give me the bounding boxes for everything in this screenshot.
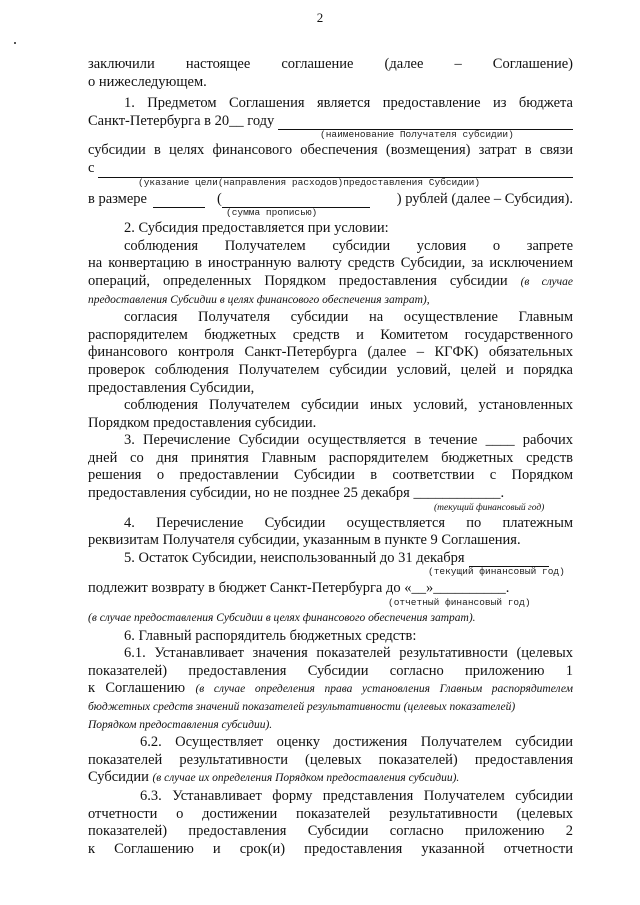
clause-63-line-4: к Соглашению и срок(и) предоставления указанной отчетности <box>88 840 573 857</box>
note-reporting-year: (отчетный финансовый год) <box>388 597 531 609</box>
note-current-year-2: (текущий финансовый год) <box>428 566 565 578</box>
clause-63-line-1: 6.3. Устанавливает форму представления Получателем субсидии <box>140 787 573 804</box>
intro-line-1: заключили настоящее соглашение (далее – Соглашение) <box>88 56 573 72</box>
clause-6-title: 6. Главный распорядитель бюджетных средств: <box>124 627 417 644</box>
note-words: (сумма прописью) <box>226 207 318 219</box>
clause-2b-line-4: проверок соблюдения Получателем субсидии условий, целей и порядка <box>88 361 573 378</box>
clause-63-line-3: показателей) предоставления Субсидии согласно приложению 2 <box>88 823 573 840</box>
clause-5-line-1: 5. Остаток Субсидии, неиспользованный до 31 декабря <box>124 549 465 566</box>
clause-62-line-1: 6.2. Осуществляет оценку достижения Получателем субсидии <box>140 734 573 751</box>
clause-1-line-1: 1. Предметом Соглашения является предоставление из бюджета <box>124 95 573 112</box>
clause-3-line-4: предоставления субсидии, но не позднее 25 декабря ____________. <box>88 485 505 502</box>
clause-2a-line-3: операций, определенных Порядком предоставления субсидии (в случае <box>88 272 574 289</box>
clause-2a-line-2: на конвертацию в иностранную валюту средств Субсидии, за исключением <box>88 255 573 272</box>
clause-61-line-4: бюджетных средств значений показателей результативности (целевых показателей) <box>88 701 516 713</box>
clause-2b-line-3: финансового контроля Санкт-Петербурга (далее – КГФК) обязательных <box>88 344 573 361</box>
note-current-year: (текущий финансовый год) <box>434 502 545 513</box>
amount-blank <box>153 193 205 208</box>
amount-tail: ) рублей (далее – Субсидия). <box>396 190 573 207</box>
clause-63-line-2: отчетности о достижении показателей результативности (целевых <box>88 805 573 822</box>
clause-62-line-2: показателей результативности (целевых показателей) предоставления <box>88 751 573 768</box>
clause-2c-line-2: Порядком предоставления субсидии. <box>88 414 317 431</box>
clause-2b-line-2: распорядителем бюджетных средств и Комитетом государственного <box>88 326 573 343</box>
clause-2b-line-5: предоставления Субсидии, <box>88 379 255 396</box>
clause-2a-line-4: предоставления Субсидии в целях финансового обеспечения затрат), <box>88 293 430 306</box>
clause-61-line-3: к Соглашению (в случае определения права установления Главным распорядителем <box>88 680 573 697</box>
intro-line-2: о нижеследующем. <box>88 73 207 90</box>
recipient-blank <box>278 115 573 130</box>
clause-5-line-2: подлежит возврату в бюджет Санкт-Петербурга до «__»__________. <box>88 580 510 597</box>
clause-3-line-3: решения о предоставлении Субсидии в соответствии с Порядком <box>88 467 573 484</box>
amount-label: в размере <box>88 190 147 207</box>
year-blank <box>469 552 549 567</box>
clause-2b-line-1: согласия Получателя субсидии на осуществление Главным <box>124 309 573 326</box>
clause-1-line-4: с <box>88 159 95 176</box>
clause-61-line-2: показателей) предоставления Субсидии согласно приложению 1 <box>88 662 573 679</box>
clause-1-line-2: Санкт-Петербурга в 20__ году <box>88 112 275 129</box>
clause-2a-line-1: соблюдения Получателем субсидии условия о запрете <box>124 237 573 254</box>
clause-4-line-1: 4. Перечисление Субсидии осуществляется по платежным <box>124 514 573 531</box>
clause-1-line-3: субсидии в целях финансового обеспечения (возмещения) затрат в связи <box>88 142 573 159</box>
clause-1-purpose-row <box>88 160 573 178</box>
note-recipient: (наименование Получателя субсидии) <box>320 129 514 141</box>
clause-4-line-2: реквизитам Получателя субсидии, указанным в пункте 9 Соглашения. <box>88 532 521 549</box>
clause-5-line-3: (в случае предоставления Субсидии в целях финансового обеспечения затрат). <box>88 612 476 625</box>
clause-5-row <box>88 550 573 568</box>
clause-3-line-2: дней со дня принятия Главным распорядителем бюджетных средств <box>88 449 573 466</box>
clause-1-recipient-row <box>88 113 573 131</box>
clause-62-line-3: Субсидии (в случае их определения Порядком предоставления субсидии). <box>88 769 460 786</box>
page-number: 2 <box>316 10 324 25</box>
scan-speck <box>14 42 16 44</box>
clause-1-amount-row <box>88 191 573 209</box>
amount-open-paren: ( <box>216 190 222 207</box>
document-body <box>88 56 573 858</box>
clause-2-title: 2. Субсидия предоставляется при условии: <box>124 220 389 237</box>
clause-61-line-5: Порядком предоставления субсидии). <box>88 718 273 731</box>
clause-61-line-1: 6.1. Устанавливает значения показателей результативности (целевых <box>124 645 573 662</box>
clause-2c-line-1: соблюдения Получателем субсидии иных условий, установленных <box>124 397 573 414</box>
purpose-blank <box>98 163 573 178</box>
note-purpose: (указание цели(направления расходов)предоставления Субсидии) <box>138 176 481 188</box>
amount-words-blank <box>222 193 370 208</box>
clause-3-line-1: 3. Перечисление Субсидии осуществляется в течение ____ рабочих <box>124 432 573 449</box>
